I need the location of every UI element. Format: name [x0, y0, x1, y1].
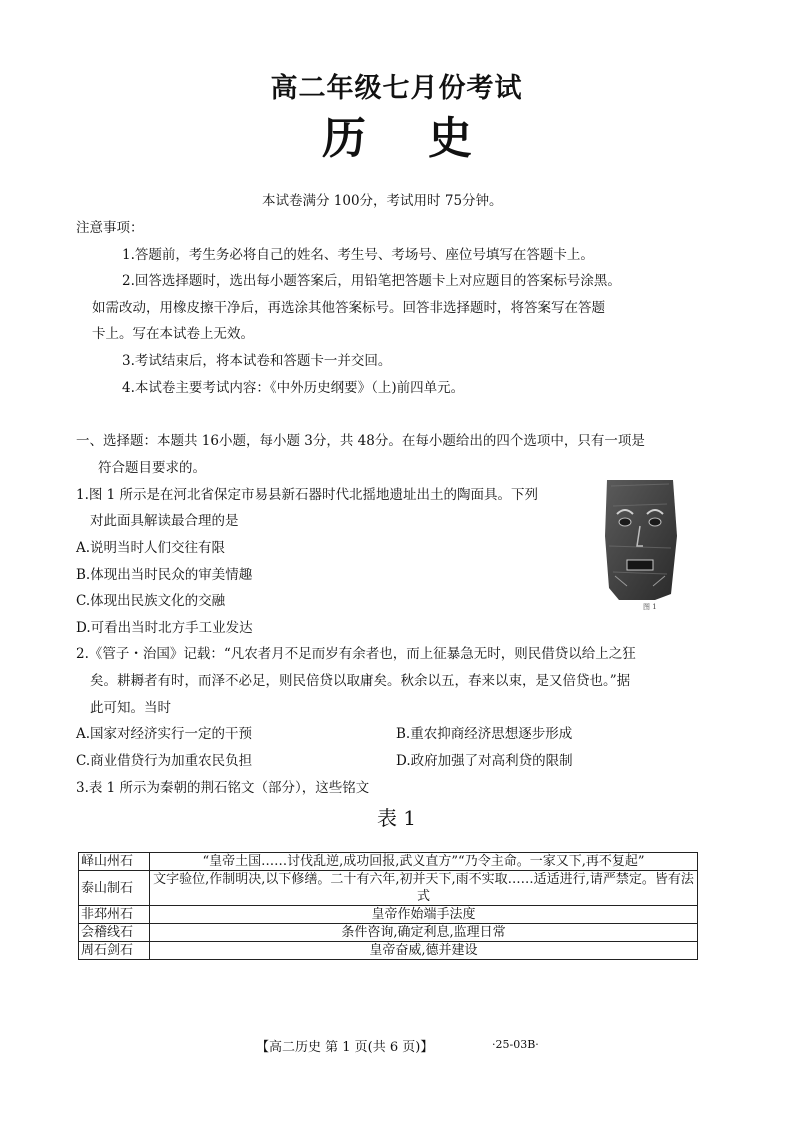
pottery-mask-image	[597, 476, 683, 616]
q1-option-c: C.体现出民族文化的交融	[76, 593, 226, 609]
table-row	[79, 924, 698, 942]
q3-stem: 3.表 1 所示为秦朝的荆石铭文（部分），这些铭文	[76, 780, 370, 796]
table-cell-name: 会稽线石	[79, 924, 150, 942]
table-cell-name: 峄山州石	[79, 853, 150, 871]
table-row	[79, 871, 698, 906]
notice-item-2-line-1: 2.回答选择题时，选出每小题答案后，用铅笔把答题卡上对应题目的答案标号涂黑。	[122, 273, 621, 289]
q2-stem-line-1: 2.《管子・治国》记载：“凡农者月不足而岁有余者也，而上征暴急无时，则民借贷以给上之狂	[76, 646, 636, 662]
footer-page-info: 【高二历史 第 1 页(共 6 页)】	[256, 1040, 434, 1055]
exam-title: 高二年级七月份考试	[270, 73, 523, 104]
table-row	[79, 853, 698, 871]
table-cell-name: 非邳州石	[79, 906, 150, 924]
table-cell-name: 泰山制石	[79, 871, 150, 906]
footer-code: ·25-03B·	[492, 1038, 539, 1051]
notice-heading: 注意事项：	[76, 220, 144, 236]
q2-option-a: A.国家对经济实行一定的干预	[76, 726, 253, 742]
figure-1-caption: 图 1	[643, 603, 657, 611]
q1-option-b: B.体现出当时民众的审美情趣	[76, 567, 253, 583]
notice-item-3: 3.考试结束后，将本试卷和答题卡一并交回。	[122, 353, 392, 369]
table-cell-content: 条件咨询,确定利息,监理日常	[150, 924, 698, 942]
q2-option-b: B.重农抑商经济思想逐步形成	[396, 726, 573, 742]
q2-option-c: C.商业借贷行为加重农民负担	[76, 753, 253, 769]
subject-title-char-2: 史	[428, 113, 472, 164]
pottery-mask-figure	[597, 476, 683, 616]
table-row	[79, 942, 698, 960]
q2-option-d: D.政府加强了对高利贷的限制	[396, 753, 573, 769]
notice-item-4: 4.本试卷主要考试内容：《中外历史纲要》（上)前四单元。	[122, 380, 465, 396]
q1-stem-line-1: 1.图 1 所示是在河北省保定市易县新石器时代北摇地遗址出土的陶面具。下列	[76, 487, 539, 503]
table-cell-content: “皇帝土国……讨伐乱逆,成功回报,武义直方”“乃令主命。一家又下,再不复起”	[150, 853, 698, 871]
notice-item-1: 1.答题前，考生务必将自己的姓名、考生号、考场号、座位号填写在答题卡上。	[122, 247, 594, 263]
notice-item-2-line-2: 如需改动，用橡皮擦干净后，再选涂其他答案标号。回答非选择题时，将答案写在答题	[92, 300, 605, 316]
q1-stem-line-2: 对此面具解读最合理的是	[90, 513, 239, 529]
table-cell-content: 皇帝奋威,德并建设	[150, 942, 698, 960]
q2-stem-line-2: 矣。耕耨者有时，而泽不必足，则民倍贷以取庸矣。秋余以五，春来以束，是又倍贷也。”据	[90, 673, 631, 689]
table-cell-content: 皇帝作始端手法度	[150, 906, 698, 924]
q1-option-a: A.说明当时人们交往有限	[76, 540, 226, 556]
table-cell-name: 周石剑石	[79, 942, 150, 960]
section-heading-line-2: 符合题目要求的。	[98, 460, 206, 476]
table-1-caption: 表 1	[376, 806, 417, 830]
q2-stem-line-3: 此可知。当时	[90, 700, 171, 716]
section-heading-line-1: 一、选择题：本题共 16小题，每小题 3分，共 48分。在每小题给出的四个选项中，只有一项是	[76, 433, 645, 449]
table-row	[79, 906, 698, 924]
inscription-table	[78, 852, 698, 960]
table-cell-content: 文字验位,作制明决,以下修缮。二十有六年,初并天下,雨不实取……适适进行,请严禁定。皆有法式	[150, 871, 698, 906]
q1-option-d: D.可看出当时北方手工业发达	[76, 620, 253, 636]
exam-info: 本试卷满分 100分，考试用时 75分钟。	[262, 193, 503, 209]
subject-title-char-1: 历	[322, 113, 366, 164]
notice-item-2-line-3: 卡上。写在本试卷上无效。	[92, 326, 254, 342]
